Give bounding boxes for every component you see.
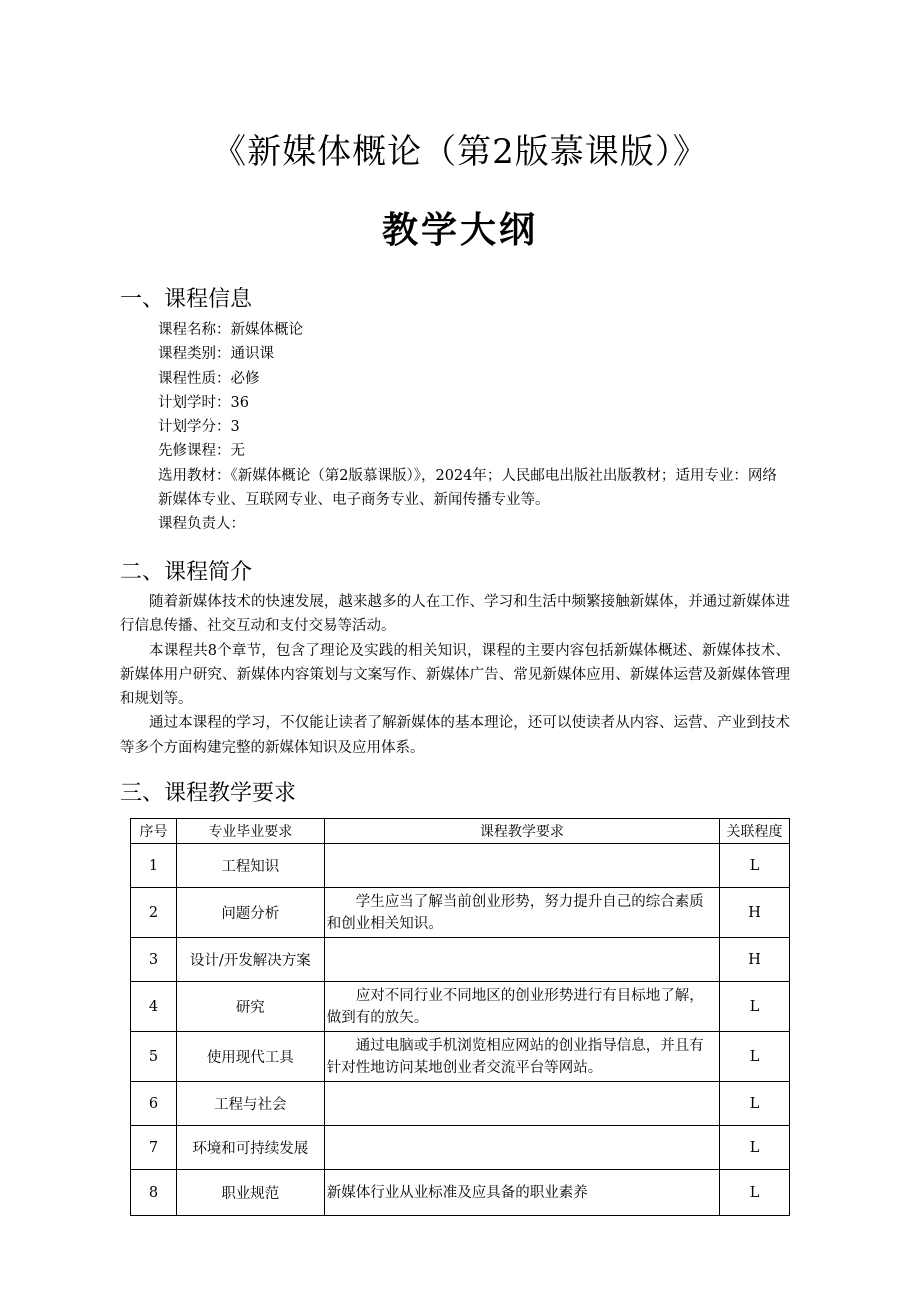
cell-level: L	[720, 1126, 790, 1170]
info-value: 36	[230, 394, 249, 411]
cell-teaching	[324, 888, 719, 938]
section-heading-course-info: 一、课程信息	[120, 287, 253, 312]
table-row	[131, 982, 790, 1032]
table-row	[131, 938, 790, 982]
info-label: 计划学分：	[158, 419, 231, 436]
cell-teaching: 新媒体行业从业标准及应具备的职业素养	[324, 1170, 719, 1216]
cell-level: L	[720, 982, 790, 1032]
cell-level: H	[720, 938, 790, 982]
section-heading-course-intro: 二、课程简介	[120, 560, 253, 585]
cell-teaching	[324, 982, 719, 1032]
section-heading-teaching-requirements: 三、课程教学要求	[120, 781, 297, 806]
info-row-hours	[158, 391, 790, 415]
cell-no: 8	[131, 1170, 177, 1216]
cell-no: 7	[131, 1126, 177, 1170]
info-label: 适用专业：	[675, 467, 748, 484]
cell-requirement: 职业规范	[176, 1170, 324, 1216]
cell-level: L	[720, 1082, 790, 1126]
info-value: 新媒体概论	[230, 322, 303, 338]
intro-paragraph: 本课程共8个章节，包含了理论及实践的相关知识，课程的主要内容包括新媒体概述、新媒体技术、新媒体用户研究、新媒体内容策划与文案写作、新媒体广告、常见新媒体应用、新媒体运营及新媒体管理和规划等。	[120, 642, 790, 708]
info-value: 3	[230, 419, 240, 436]
cell-teaching	[324, 844, 719, 888]
cell-requirement: 研究	[176, 982, 324, 1032]
cell-requirement: 设计/开发解决方案	[176, 938, 324, 982]
info-label: 课程负责人：	[158, 516, 245, 533]
info-label: 先修课程：	[158, 443, 231, 460]
cell-requirement: 工程知识	[176, 844, 324, 888]
table-row	[131, 1170, 790, 1216]
info-row-name	[158, 318, 790, 342]
table-row	[131, 1032, 790, 1082]
info-value: 必修	[230, 370, 260, 387]
table-header-row	[131, 819, 790, 844]
cell-level: L	[720, 844, 790, 888]
cell-teaching-text: 通过电脑或手机浏览相应网站的创业指导信息，并且有针对性地访问某地创业者交流平台等网站。	[326, 1037, 704, 1076]
cell-level: L	[720, 1032, 790, 1082]
info-value: 网络新媒体专业、互联网专业、电子商务专业、新闻传播专业等。	[158, 467, 777, 509]
column-header-teaching: 课程教学要求	[324, 819, 719, 844]
course-intro-block	[120, 590, 790, 760]
info-row-textbook	[158, 464, 790, 513]
cell-teaching	[324, 1126, 719, 1170]
document-subtitle: 教学大纲	[381, 210, 538, 251]
column-header-level: 关联程度	[720, 819, 790, 844]
info-row-prereq	[158, 439, 790, 463]
cell-no: 5	[131, 1032, 177, 1082]
info-row-category	[158, 342, 790, 366]
course-info-block	[158, 318, 790, 537]
info-label: 计划学时：	[158, 394, 231, 411]
cell-level: H	[720, 888, 790, 938]
info-value: 无	[230, 443, 245, 460]
cell-no: 6	[131, 1082, 177, 1126]
cell-no: 1	[131, 844, 177, 888]
cell-teaching	[324, 1032, 719, 1082]
info-label: 课程性质：	[158, 370, 231, 387]
cell-requirement: 环境和可持续发展	[176, 1126, 324, 1170]
cell-no: 3	[131, 938, 177, 982]
cell-requirement: 问题分析	[176, 888, 324, 938]
cell-teaching-text: 应对不同行业不同地区的创业形势进行有目标地了解，做到有的放矢。	[326, 987, 704, 1026]
cell-teaching	[324, 1082, 719, 1126]
column-header-requirement: 专业毕业要求	[176, 819, 324, 844]
table-row	[131, 888, 790, 938]
info-label: 选用教材：	[158, 467, 231, 484]
info-value: 通识课	[230, 346, 274, 363]
cell-teaching-text: 学生应当了解当前创业形势，努力提升自己的综合素质和创业相关知识。	[326, 893, 704, 932]
info-row-nature	[158, 367, 790, 391]
info-row-lead	[158, 512, 790, 536]
info-value: 《新媒体概论（第2版慕课版）》，2024年；人民邮电出版社出版教材；	[230, 467, 676, 484]
cell-requirement: 工程与社会	[176, 1082, 324, 1126]
cell-no: 4	[131, 982, 177, 1032]
info-row-credits	[158, 415, 790, 439]
document-title: 《新媒体概论（第2版慕课版）》	[212, 132, 708, 172]
intro-paragraph: 通过本课程的学习，不仅能让读者了解新媒体的基本理论，还可以使读者从内容、运营、产业到技术等多个方面构建完整的新媒体知识及应用体系。	[120, 715, 790, 756]
teaching-requirements-table	[130, 818, 790, 1216]
cell-teaching	[324, 938, 719, 982]
cell-no: 2	[131, 888, 177, 938]
cell-level: L	[720, 1170, 790, 1216]
column-header-no: 序号	[131, 819, 177, 844]
intro-paragraph: 随着新媒体技术的快速发展，越来越多的人在工作、学习和生活中频繁接触新媒体，并通过新媒体进行信息传播、社交互动和支付交易等活动。	[120, 594, 790, 635]
info-label: 课程名称：	[158, 322, 231, 338]
table-row	[131, 844, 790, 888]
table-row	[131, 1126, 790, 1170]
cell-requirement: 使用现代工具	[176, 1032, 324, 1082]
table-row	[131, 1082, 790, 1126]
info-label: 课程类别：	[158, 346, 231, 363]
